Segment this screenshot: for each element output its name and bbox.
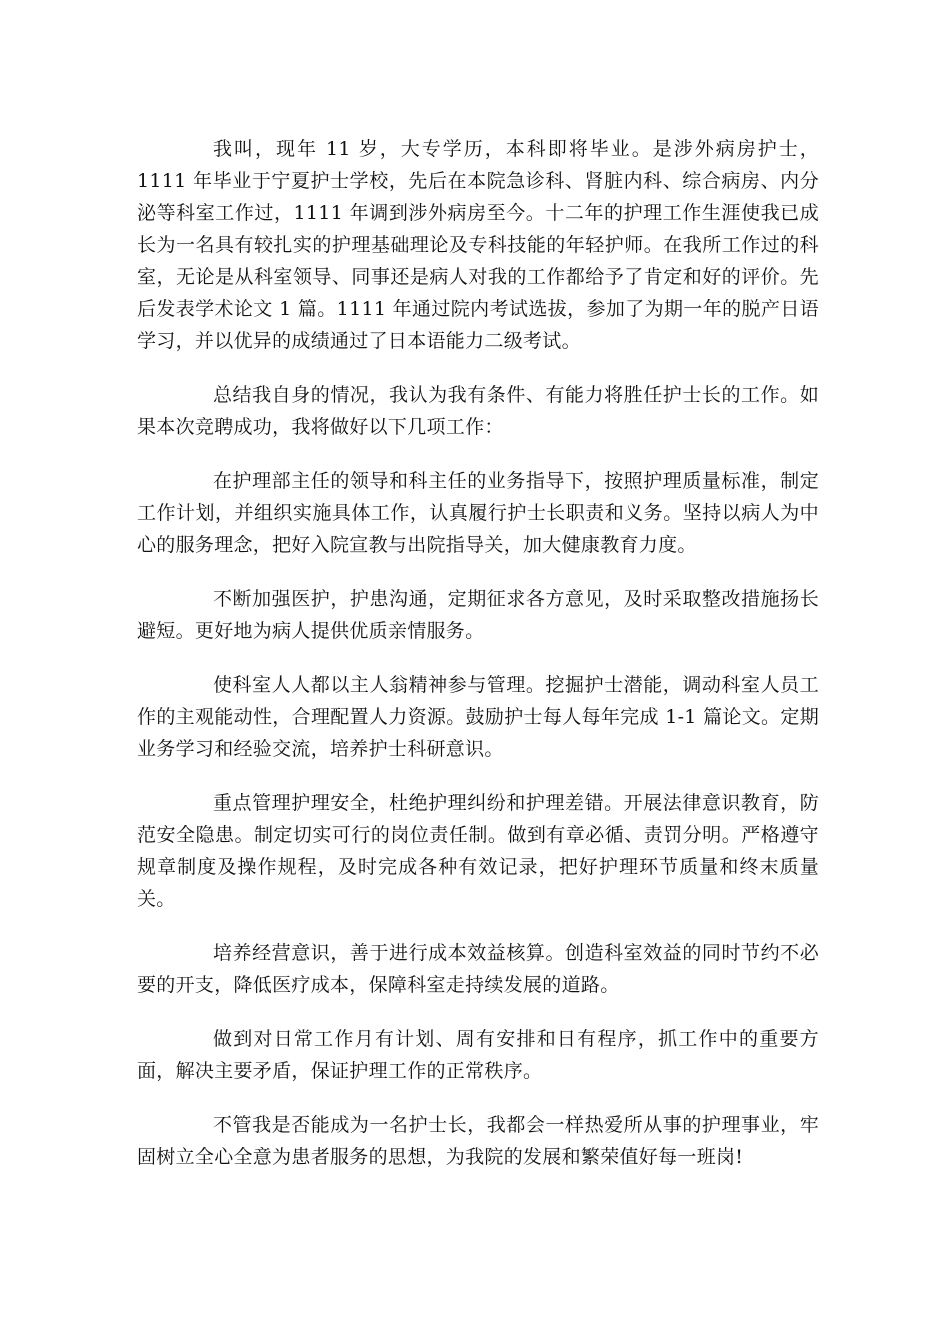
paragraph-management: 使科室人人都以主人翁精神参与管理。挖掘护士潜能，调动科室人员工作的主观能动性，合理配置人力资源。鼓励护士每人每年完成 1-1 篇论文。定期业务学习和经验交流，培养护士科研意识。 <box>137 674 819 760</box>
paragraph-daily-plan: 做到对日常工作月有计划、周有安排和日有程序，抓工作中的重要方面，解决主要矛盾，保证护理工作的正常秩序。 <box>137 1028 819 1082</box>
paragraph-self-introduction: 我叫，现年 11 岁，大专学历，本科即将毕业。是涉外病房护士，1111 年毕业于宁夏护士学校，先后在本院急诊科、肾脏内科、综合病房、内分泌等科室工作过，1111 年调到涉外病房至今。十二年的护理工作生涯使我已成长为一名具有较扎实的护理基础理论及专科技能的年轻护师。在我所工作过的科室，无论是从科室领导、同事还是病人对我的工作都给予了肯定和好的评价。先后发表学术论文 1 篇。1111 年通过院内考试选拔，参加了为期一年的脱产日语学习，并以优异的成绩通过了日本语能力二级考试。 <box>137 138 819 352</box>
paragraph-closing: 不管我是否能成为一名护士长，我都会一样热爱所从事的护理事业，牢固树立全心全意为患者服务的思想，为我院的发展和繁荣值好每一班岗! <box>137 1114 819 1168</box>
paragraph-communication: 不断加强医护，护患沟通，定期征求各方意见，及时采取整改措施扬长避短。更好地为病人提供优质亲情服务。 <box>137 588 819 642</box>
paragraph-work-plan: 在护理部主任的领导和科主任的业务指导下，按照护理质量标准，制定工作计划，并组织实施具体工作，认真履行护士长职责和义务。坚持以病人为中心的服务理念，把好入院宣教与出院指导关，加大健康教育力度。 <box>137 470 819 556</box>
paragraph-safety: 重点管理护理安全，杜绝护理纠纷和护理差错。开展法律意识教育，防范安全隐患。制定切实可行的岗位责任制。做到有章必循、责罚分明。严格遵守规章制度及操作规程，及时完成各种有效记录，把好护理环节质量和终末质量关。 <box>137 792 819 910</box>
document-body <box>137 133 819 1195</box>
paragraph-summary: 总结我自身的情况，我认为我有条件、有能力将胜任护士长的工作。如果本次竞聘成功，我将做好以下几项工作： <box>137 384 819 438</box>
paragraph-cost: 培养经营意识，善于进行成本效益核算。创造科室效益的同时节约不必要的开支，降低医疗成本，保障科室走持续发展的道路。 <box>137 942 819 996</box>
